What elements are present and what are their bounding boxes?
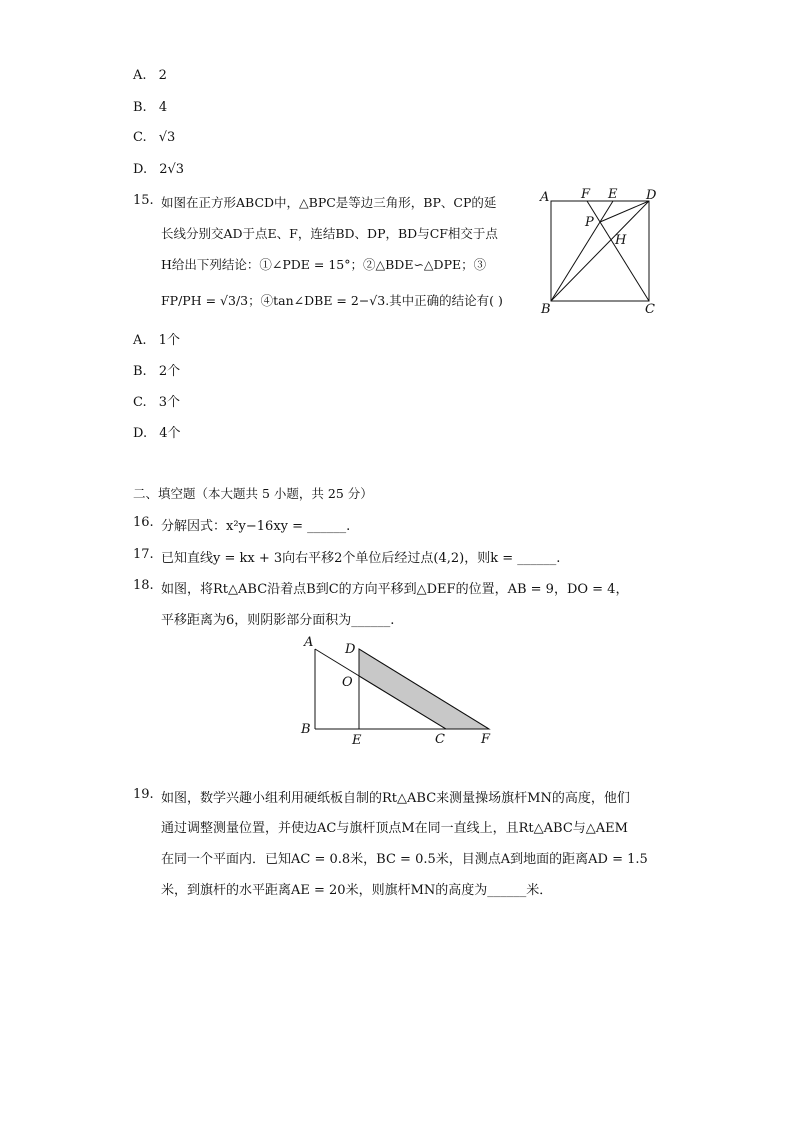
option-label: C.: [133, 395, 147, 410]
option-label: B.: [133, 364, 147, 379]
segment-be: [551, 201, 613, 301]
segment-cf: [587, 201, 649, 301]
q15-option-a: [133, 329, 180, 348]
option-label: B.: [133, 100, 147, 115]
label-p: P: [585, 215, 594, 230]
option-value: 2√3: [159, 162, 185, 177]
label-f: F: [581, 187, 591, 202]
q18-number: 18.: [133, 578, 154, 593]
q14-option-b: [133, 100, 167, 115]
label-b: B: [541, 302, 551, 317]
q18-translation-figure: [296, 632, 502, 748]
q19-number: 19.: [133, 787, 154, 802]
q14-option-c: [133, 130, 175, 145]
option-label: C.: [133, 130, 147, 145]
section-title: 二、填空题（本大题共 5 小题，共 25 分）: [133, 486, 373, 501]
option-value: 4个: [159, 426, 181, 441]
q18-line-1: 如图，将Rt△ABC沿着点B到C的方向平移到△DEF的位置，AB = 9，DO = 4，: [161, 582, 629, 597]
q15-number: 15.: [133, 193, 154, 208]
label-o: O: [342, 675, 353, 690]
q15-option-c: [133, 391, 180, 410]
option-value: 2: [158, 68, 167, 83]
option-label: D.: [133, 162, 148, 177]
q19-line-4: 米，到旗杆的水平距离AE = 20米，则旗杆MN的高度为______米．: [161, 883, 553, 898]
q15-option-b: [133, 360, 180, 379]
q18-line-2: 平移距离为6，则阴影部分面积为______.: [161, 613, 395, 628]
q17-number: 17.: [133, 547, 154, 562]
option-value: 2个: [158, 364, 181, 379]
label-d: D: [646, 188, 657, 203]
label-b: B: [301, 722, 311, 737]
label-a: A: [304, 635, 314, 650]
label-e: E: [352, 733, 362, 748]
q15-line-4: FP/PH = √3/3；④tan∠DBE = 2−√3.其中正确的结论有( ): [161, 293, 503, 308]
q15-square-figure: [536, 186, 664, 318]
label-e: E: [608, 187, 618, 202]
q14-option-d: [133, 162, 184, 177]
option-value: 4: [158, 100, 168, 115]
q19-line-2: 通过调整测量位置，并使边AC与旗杆顶点M在同一直线上，且Rt△ABC与△AEM: [161, 821, 628, 836]
label-c: C: [435, 732, 445, 747]
option-label: D.: [133, 426, 148, 441]
label-h: H: [615, 233, 627, 248]
option-label: A.: [133, 68, 147, 83]
q17-text: 已知直线y = kx + 3向右平移2个单位后经过点(4,2)，则k = ______.: [161, 551, 561, 566]
q19-line-3: 在同一个平面内．已知AC = 0.8米，BC = 0.5米，目测点A到地面的距离AD = 1.5: [161, 852, 648, 867]
option-value: 1个: [158, 333, 180, 348]
label-c: C: [645, 302, 655, 317]
q14-option-a: [133, 68, 167, 83]
q15-line-1: 如图在正方形ABCD中，△BPC是等边三角形，BP、CP的延: [161, 195, 497, 210]
option-value: √3: [158, 130, 176, 145]
q15-line-2: 长线分别交AD于点E、F，连结BD、DP，BD与CF相交于点: [161, 226, 498, 241]
label-f: F: [481, 732, 491, 747]
label-d: D: [345, 642, 356, 657]
option-label: A.: [133, 333, 147, 348]
q16-text: 分解因式：x²y−16xy = ______.: [161, 519, 351, 534]
segment-dp: [600, 201, 649, 222]
segment-ac: [315, 649, 446, 729]
label-a: A: [540, 190, 550, 205]
q16-number: 16.: [133, 515, 154, 530]
q15-option-d: [133, 422, 181, 441]
q15-line-3: H给出下列结论：①∠PDE = 15°；②△BDE∽△DPE；③: [161, 257, 487, 272]
segment-df: [359, 649, 489, 729]
option-value: 3个: [158, 395, 181, 410]
q19-line-1: 如图，数学兴趣小组利用硬纸板自制的Rt△ABC来测量操场旗杆MN的高度，他们: [161, 791, 630, 806]
segment-bd: [551, 201, 649, 301]
